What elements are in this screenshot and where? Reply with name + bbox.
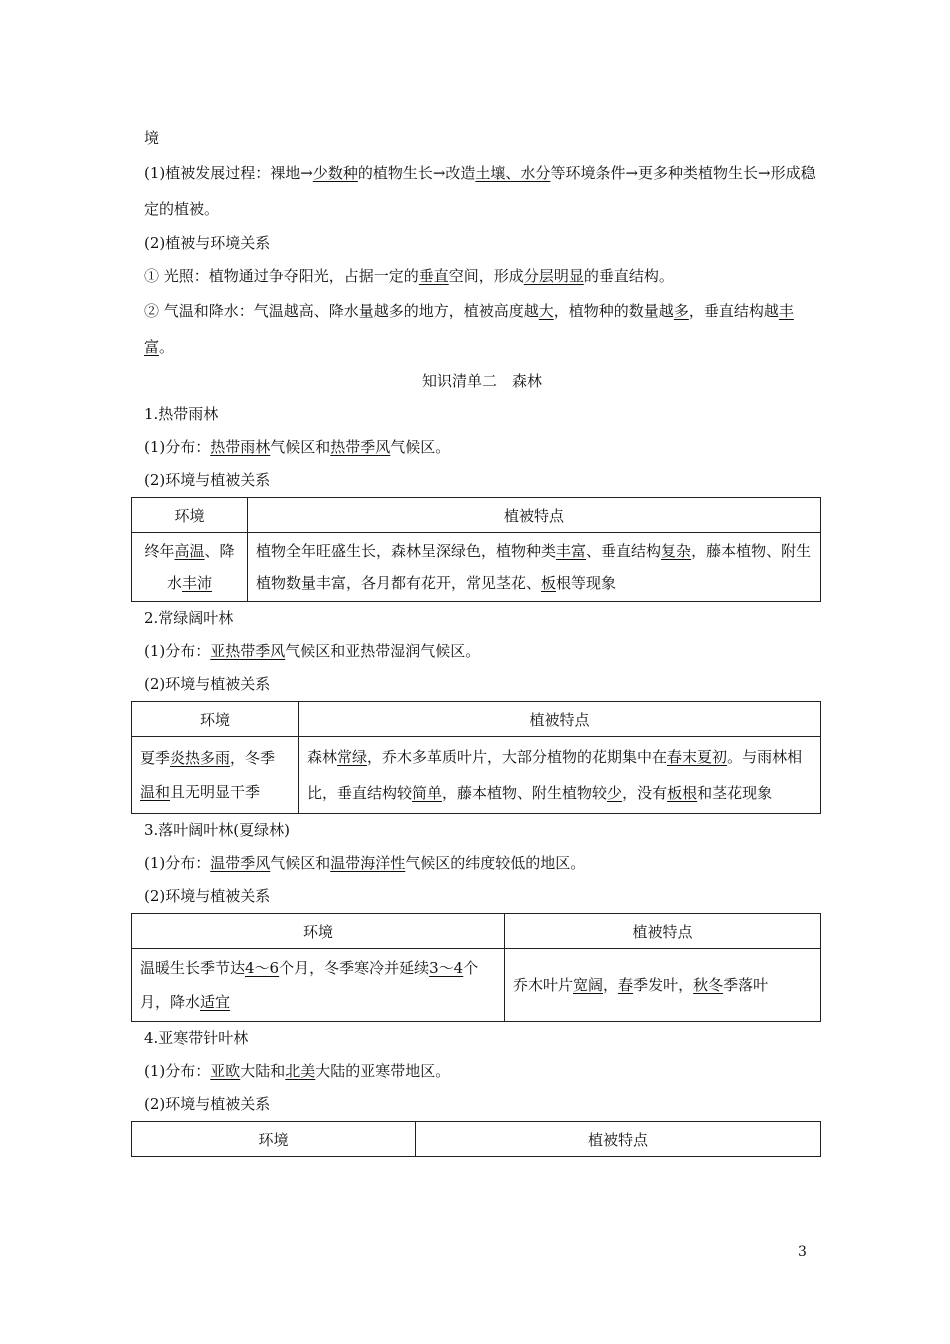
deciduous-distribution: (1)分布：温带季风气候区和温带海洋性气候区的纬度较低的地区。: [144, 854, 586, 872]
deciduous-table: [131, 913, 821, 1022]
header-vegetation: 植被特点: [416, 1122, 821, 1157]
taiga-title: 4.亚寒带针叶林: [144, 1029, 249, 1047]
table-header-row: [132, 498, 821, 533]
cell-vegetation: 植物全年旺盛生长，森林呈深绿色，植物种类丰富、垂直结构复杂，藤本植物、附生植物数量丰富，各月都有花开，常见茎花、板根等现象: [248, 533, 821, 602]
deciduous-relation-heading: (2)环境与植被关系: [144, 887, 271, 905]
light-relation: ① 光照：植物通过争夺阳光，占据一定的垂直空间，形成分层明显的垂直结构。: [144, 267, 674, 285]
rainforest-title: 1.热带雨林: [144, 405, 219, 423]
evergreen-title: 2.常绿阔叶林: [144, 609, 234, 627]
rainforest-table: [131, 497, 821, 602]
top-fragment: 境: [144, 129, 160, 147]
taiga-relation-heading: (2)环境与植被关系: [144, 1095, 271, 1113]
cell-environment: 温暖生长季节达4～6个月，冬季寒冷并延续3～4个月，降水适宜: [132, 949, 505, 1022]
table-row: [132, 533, 821, 602]
page-content: [140, 122, 820, 1157]
section-heading: 知识清单二 森林: [421, 372, 542, 390]
evergreen-table: [131, 701, 821, 814]
table-header-row: [132, 1122, 821, 1157]
table-row: [132, 737, 821, 814]
table-row: [132, 949, 821, 1022]
evergreen-distribution: (1)分布：亚热带季风气候区和亚热带湿润气候区。: [144, 642, 481, 660]
cell-environment: 终年高温、降水丰沛: [132, 533, 248, 602]
header-vegetation: 植被特点: [248, 498, 821, 533]
table-header-row: [132, 914, 821, 949]
cell-environment: 夏季炎热多雨，冬季温和且无明显干季: [132, 737, 299, 814]
succession-process: (1)植被发展过程：裸地→少数种的植物生长→改造土壤、水分等环境条件→更多种类植物生长→形成稳定的植被。: [144, 164, 816, 218]
header-environment: 环境: [132, 498, 248, 533]
cell-vegetation: 森林常绿，乔木多革质叶片，大部分植物的花期集中在春末夏初。与雨林相比，垂直结构较简单，藤本植物、附生植物较少，没有板根和茎花现象: [299, 737, 821, 814]
header-vegetation: 植被特点: [299, 702, 821, 737]
header-environment: 环境: [132, 914, 505, 949]
table-header-row: [132, 702, 821, 737]
temp-precip-relation: ② 气温和降水：气温越高、降水量越多的地方，植被高度越大，植物种的数量越多，垂直结构越丰富。: [144, 302, 794, 356]
header-vegetation: 植被特点: [505, 914, 821, 949]
rainforest-distribution: (1)分布：热带雨林气候区和热带季风气候区。: [144, 438, 451, 456]
rainforest-relation-heading: (2)环境与植被关系: [144, 471, 271, 489]
page-number: 3: [798, 1244, 807, 1260]
header-environment: 环境: [132, 1122, 416, 1157]
evergreen-relation-heading: (2)环境与植被关系: [144, 675, 271, 693]
taiga-distribution: (1)分布：亚欧大陆和北美大陆的亚寒带地区。: [144, 1062, 451, 1080]
cell-vegetation: 乔木叶片宽阔，春季发叶，秋冬季落叶: [505, 949, 821, 1022]
relation-heading: (2)植被与环境关系: [144, 234, 271, 252]
deciduous-title: 3.落叶阔叶林(夏绿林): [144, 821, 291, 839]
taiga-table: [131, 1121, 821, 1157]
header-environment: 环境: [132, 702, 299, 737]
